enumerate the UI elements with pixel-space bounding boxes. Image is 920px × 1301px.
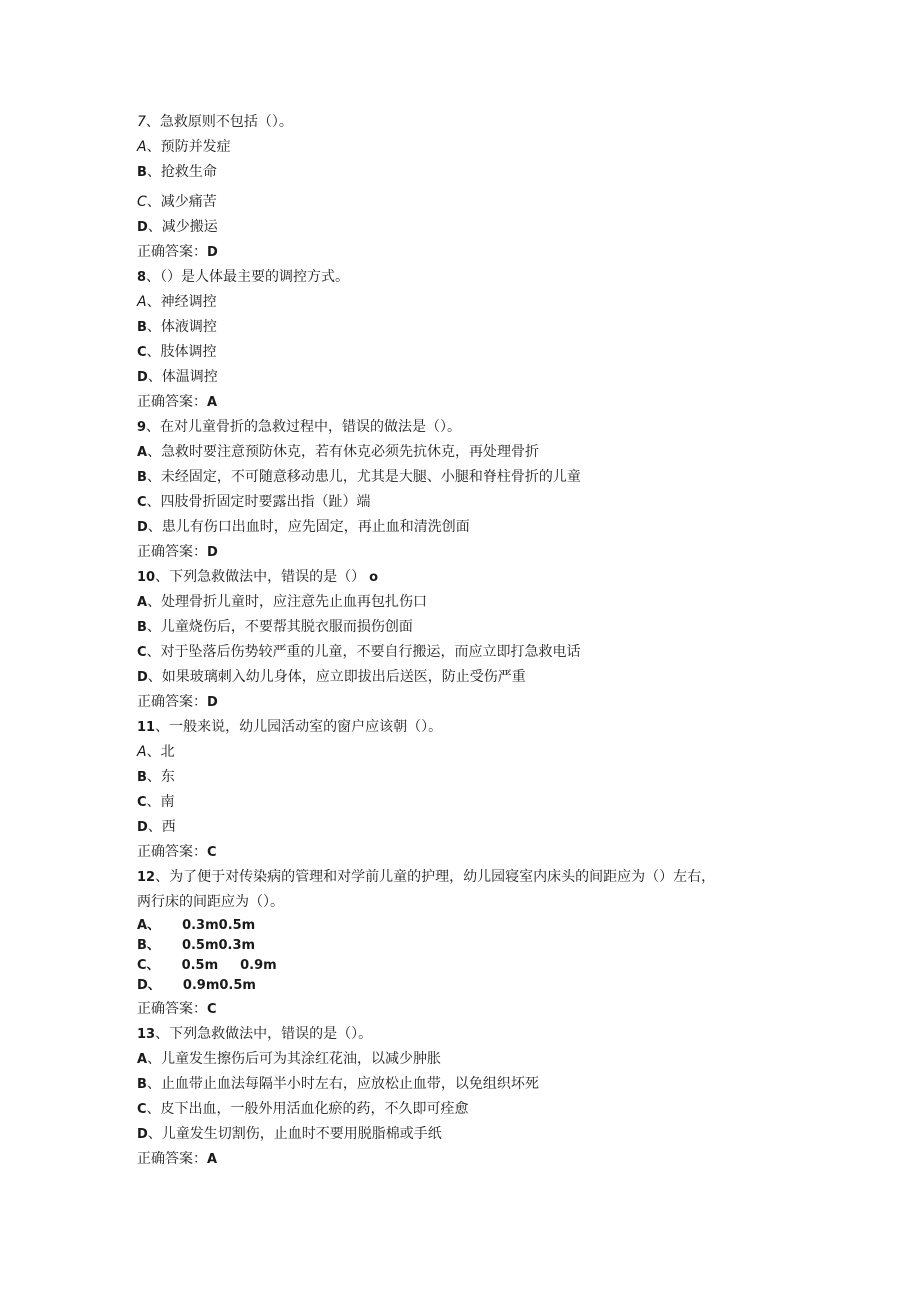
- question-11-answer: 正确答案：C: [137, 844, 217, 860]
- question-10-answer: 正确答案：D: [137, 694, 218, 710]
- question-8-option-b: B、体液调控: [137, 319, 217, 335]
- question-13-stem: 13、下列急救做法中，错误的是（）。: [137, 1026, 373, 1042]
- question-13-option-d: D、儿童发生切割伤，止血时不要用脱脂棉或手纸: [137, 1126, 442, 1142]
- question-11-stem: 11、一般来说，幼儿园活动室的窗户应该朝（）。: [137, 719, 443, 735]
- question-9-stem: 9、在对儿童骨折的急救过程中，错误的做法是（）。: [137, 419, 462, 435]
- question-13-option-b: B、止血带止血法每隔半小时左右，应放松止血带，以免组织坏死: [137, 1076, 539, 1092]
- question-7-answer: 正确答案：D: [137, 244, 218, 260]
- question-11-option-a: A、北: [137, 744, 175, 760]
- question-9-option-d: D、患儿有伤口出血时，应先固定，再止血和清洗创面: [137, 519, 470, 535]
- question-9-option-a: A、急救时要注意预防休克，若有休克必须先抗休克，再处理骨折: [137, 444, 540, 460]
- question-8-option-a: A、神经调控: [137, 294, 217, 310]
- question-12-option-c: C、 0.5m 0.9m: [137, 958, 277, 973]
- question-12-option-b: B、 0.5m0.3m: [137, 938, 256, 953]
- question-10-stem: 10、下列急救做法中，错误的是（） o: [137, 569, 379, 585]
- question-7-option-d: D、减少搬运: [137, 219, 218, 235]
- question-11-option-b: B、东: [137, 769, 175, 785]
- question-10-option-d: D、如果玻璃刺入幼儿身体，应立即拔出后送医，防止受伤严重: [137, 669, 526, 685]
- question-10-option-b: B、儿童烧伤后，不要帮其脱衣服而损伤创面: [137, 619, 413, 635]
- question-10-option-c: C、对于坠落后伤势较严重的儿童，不要自行搬运，而应立即打急救电话: [137, 644, 581, 660]
- question-7-stem: 7、急救原则不包括（）。: [137, 114, 293, 130]
- question-13-option-c: C、皮下出血，一般外用活血化瘀的药，不久即可痊愈: [137, 1101, 469, 1117]
- question-12-stem-line2: 两行床的间距应为（）。: [137, 894, 284, 910]
- question-13-answer: 正确答案：A: [137, 1151, 218, 1167]
- question-10-option-a: A、处理骨折儿童时，应注意先止血再包扎伤口: [137, 594, 428, 610]
- question-11-option-d: D、西: [137, 819, 176, 835]
- question-11-option-c: C、南: [137, 794, 175, 810]
- question-13-option-a: A、儿童发生擦伤后可为其涂红花油，以减少肿胀: [137, 1051, 442, 1067]
- question-8-answer: 正确答案：A: [137, 394, 218, 410]
- question-9-answer: 正确答案：D: [137, 544, 218, 560]
- question-12-option-a: A、 0.3m0.5m: [137, 918, 256, 933]
- question-9-option-c: C、四肢骨折固定时要露出指（趾）端: [137, 494, 371, 510]
- question-8-stem: 8、（）是人体最主要的调控方式。: [137, 269, 350, 285]
- question-8-option-c: C、肢体调控: [137, 344, 217, 360]
- question-12-option-d: D、 0.9m0.5m: [137, 978, 256, 993]
- question-12-stem: 12、为了便于对传染病的管理和对学前儿童的护理，幼儿园寝室内床头的间距应为（）左右，: [137, 869, 716, 885]
- question-7-option-a: A、预防并发症: [137, 139, 231, 155]
- question-12-answer: 正确答案：C: [137, 1001, 217, 1017]
- question-9-option-b: B、未经固定，不可随意移动患儿，尤其是大腿、小腿和脊柱骨折的儿童: [137, 469, 581, 485]
- question-7-option-b: B、抢救生命: [137, 164, 217, 180]
- question-8-option-d: D、体温调控: [137, 369, 218, 385]
- question-7-option-c: C、减少痛苦: [137, 194, 217, 210]
